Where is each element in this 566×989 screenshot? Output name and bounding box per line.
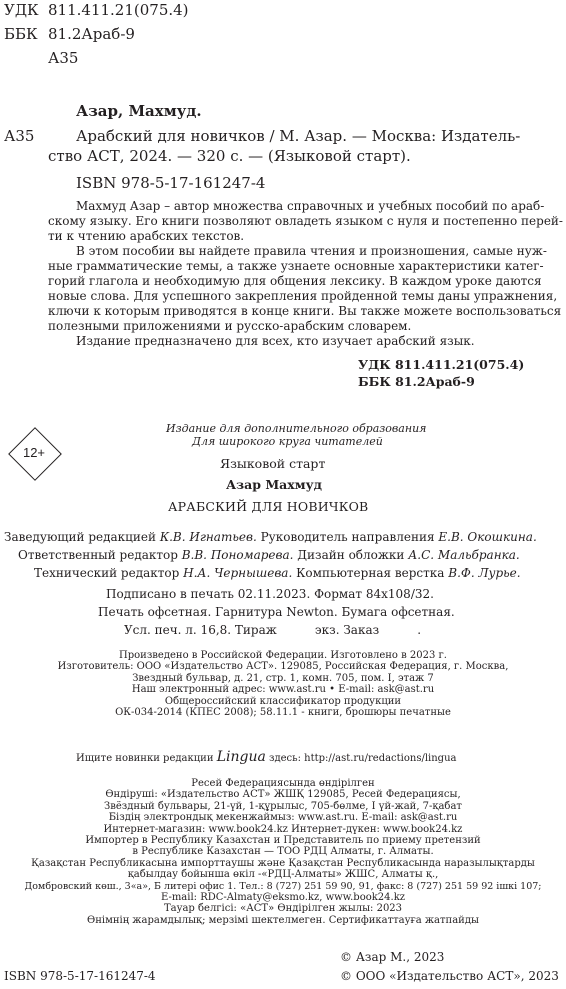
kazakh-line: Ресей Федерациясында өндірілген xyxy=(191,778,375,789)
copyright-publisher: © ООО «Издательство АСТ», 2023 xyxy=(340,969,559,983)
staff-person: Е.В. Окошкина. xyxy=(438,530,537,544)
staff-role: Ответственный редактор xyxy=(18,548,182,562)
age-rating-badge xyxy=(8,427,60,479)
lingua-suffix: здесь: http://ast.ru/redactions/lingua xyxy=(269,753,457,764)
bibliographic-author-sign: А35 xyxy=(4,127,35,145)
annotation-p1-line3: ти к чтению арабских текстов. xyxy=(48,229,245,243)
footer-isbn: ISBN 978-5-17-161247-4 xyxy=(4,969,156,983)
annotation-p2-line2: ные грамматические темы, а также узнаете основные характеристики катег- xyxy=(48,259,544,273)
kazakh-line: қабылдау бойынша өкіл -«РДЦ-Алматы» ЖШС, Алматы қ., xyxy=(127,869,439,881)
manufacturer-line: Произведено в Российской Федерации. Изготовлено в 2023 г. xyxy=(119,650,447,661)
lingua-logo: Lingua xyxy=(216,749,266,765)
manufacturer-line: Общероссийский классификатор продукции xyxy=(164,695,402,707)
imprint-author: Азар Махмуд xyxy=(226,477,322,492)
annotation-p2-line1: В этом пособии вы найдете правила чтения и произношения, самые нуж- xyxy=(76,244,547,258)
imprint-title: АРАБСКИЙ ДЛЯ НОВИЧКОВ xyxy=(168,499,369,514)
bbk-bold: ББК 81.2Араб-9 xyxy=(358,374,475,389)
bibliographic-line-2: ство АСТ, 2024. — 320 с. — (Языковой старт). xyxy=(48,147,411,165)
kazakh-line: Домбровский көш., 3«а», Б литері офис 1. Тел.: 8 (727) 251 59 90, 91, факс: 8 (727) 251 59 92 ішкі 107; xyxy=(24,880,542,892)
kazakh-line: Интернет-магазин: www.book24.kz Интернет-дүкен: www.book24.kz xyxy=(103,823,463,835)
author-sign-top: А35 xyxy=(48,49,79,67)
lingua-line xyxy=(76,749,457,765)
edition-note-2: Для широкого круга читателей xyxy=(192,435,383,448)
staff-role: Технический редактор xyxy=(34,566,184,580)
bibliographic-author: Азар, Махмуд. xyxy=(76,102,202,120)
staff-person: К.В. Игнатьев. xyxy=(159,530,257,544)
print-line-1: Подписано в печать 02.11.2023. Формат 84x108/32. xyxy=(106,587,434,601)
staff-line-2 xyxy=(18,549,520,563)
staff-person: В.В. Пономарева. xyxy=(181,548,294,562)
manufacturer-block xyxy=(0,650,566,718)
kazakh-line: в Республике Казахстан — ТОО РДЦ Алматы, г. Алматы. xyxy=(132,846,434,858)
manufacturer-line: Звездный бульвар, д. 21, стр. 1, комн. 705, пом. I, этаж 7 xyxy=(132,672,434,684)
age-badge-text: 12+ xyxy=(22,445,46,460)
udk-label: УДК xyxy=(4,1,39,19)
annotation-p3: Издание предназначено для всех, кто изучает арабский язык. xyxy=(76,334,475,348)
bbk-value: 81.2Араб-9 xyxy=(48,25,135,43)
isbn-record: ISBN 978-5-17-161247-4 xyxy=(76,174,266,192)
kazakh-line: Өндіруші: «Издательство АСТ» ЖШҚ 129085, Ресей Федерациясы, xyxy=(105,789,461,801)
bibliographic-line-1: Арабский для новичков / М. Азар. — Москва: Издатель- xyxy=(76,127,521,145)
lingua-prefix: Ищите новинки редакции xyxy=(76,753,214,764)
manufacturer-line: Изготовитель: ООО «Издательство АСТ». 129085, Российская Федерация, г. Москва, xyxy=(57,661,509,673)
series-name: Языковой старт xyxy=(220,456,326,471)
staff-role: Компьютерная верстка xyxy=(292,566,449,580)
udk-value: 811.411.21(075.4) xyxy=(48,1,189,19)
annotation-p2-line3: горий глагола и необходимую для общения лексику. В каждом уроке даются xyxy=(48,274,542,288)
kazakh-line: Импортер в Республику Казахстан и Представитель по приему претензий xyxy=(85,835,481,847)
kazakh-block xyxy=(0,778,566,926)
annotation-p1-line1: Махмуд Азар – автор множества справочных и учебных пособий по араб- xyxy=(76,199,545,213)
edition-note-1: Издание для дополнительного образования xyxy=(166,422,427,435)
staff-line-1 xyxy=(4,531,537,545)
staff-role: Дизайн обложки xyxy=(293,548,409,562)
kazakh-line: Тауар белгісі: «АСТ» Өндірілген жылы: 2023 xyxy=(163,903,403,915)
kazakh-line: Звёздный бульвары, 21-үй, 1-құрылыс, 705-бөлме, I үй-жай, 7-қабат xyxy=(104,800,462,812)
manufacturer-line: Наш электронный адрес: www.ast.ru • E-mail: ask@ast.ru xyxy=(131,684,435,696)
staff-person: А.С. Мальбранка. xyxy=(408,548,520,562)
print-line-3: Усл. печ. л. 16,8. Тираж экз. Заказ . xyxy=(124,623,422,637)
staff-role: Руководитель направления xyxy=(256,530,439,544)
kazakh-line: Біздің электрондық мекенжаймыз: www.ast.ru. E-mail: ask@ast.ru xyxy=(108,812,458,824)
udk-bold: УДК 811.411.21(075.4) xyxy=(358,357,525,372)
staff-role: Заведующий редакцией xyxy=(4,530,160,544)
annotation-p2-line4: новые слова. Для успешного закрепления пройденной темы даны упражнения, xyxy=(48,289,558,303)
kazakh-line: E-mail: RDC-Almaty@eksmo.kz, www.book24.kz xyxy=(160,892,406,904)
annotation-p1-line2: скому языку. Его книги позволяют овладеть языком с нуля и постепенно перей- xyxy=(48,214,563,228)
annotation-p2-line6: полезными приложениями и русско-арабским словарем. xyxy=(48,319,412,333)
staff-line-3 xyxy=(34,567,521,581)
print-line-2: Печать офсетная. Гарнитура Newton. Бумага офсетная. xyxy=(98,605,455,619)
bbk-label: ББК xyxy=(4,25,38,43)
manufacturer-line: ОК-034-2014 (КПЕС 2008); 58.11.1 - книги, брошюры печатные xyxy=(115,707,451,719)
staff-person: В.Ф. Лурье. xyxy=(448,566,521,580)
copyright-author: © Азар М., 2023 xyxy=(340,950,445,964)
annotation-p2-line5: ключи к которым приводятся в конце книги. Вы также можете воспользоваться xyxy=(48,304,562,318)
kazakh-line: Қазақстан Республикасына импорттаушы және Қазақстан Республикасында наразылықтарды xyxy=(31,857,535,869)
staff-person: Н.А. Чернышева. xyxy=(183,566,293,580)
kazakh-line: Өнімнің жарамдылық; мерзімі шектелмеген. Сертификаттауға жатпайды xyxy=(87,914,479,926)
